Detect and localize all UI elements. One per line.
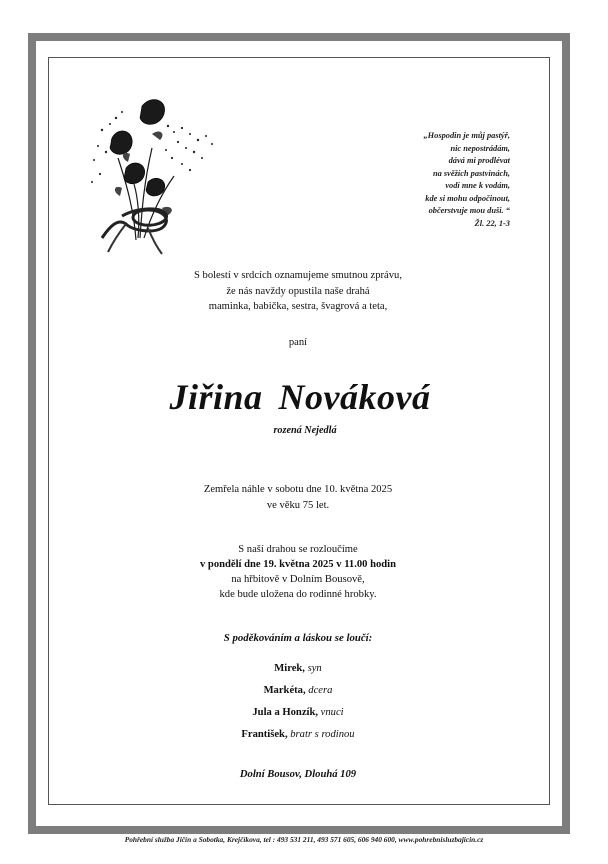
quote-line: dává mi prodlévat xyxy=(448,156,510,165)
psalm-quote xyxy=(370,130,510,230)
intro-line: maminka, babička, sestra, švagrová a teta, xyxy=(208,301,388,312)
thanks-heading: S poděkováním a láskou se loučí: xyxy=(223,632,373,644)
last-name: Nováková xyxy=(278,377,431,417)
list-item xyxy=(48,724,548,746)
family-address: Dolní Bousov, Dlouhá 109 xyxy=(239,769,357,780)
salutation: paní xyxy=(288,337,308,348)
quote-line: na svěžích pastvinách, xyxy=(432,168,510,178)
quote-line: „Hospodin je můj pastýř, xyxy=(423,131,510,140)
quote-line: kde si mohu odpočinout, xyxy=(425,193,510,203)
death-notice xyxy=(48,482,548,513)
quote-line: občerstvuje mou duši. “ xyxy=(428,206,510,215)
funeral-line: S naší drahou se rozloučíme xyxy=(238,544,358,555)
mourner-relation: dcera xyxy=(308,685,333,696)
funeral-datetime: v pondělí dne 19. května 2025 v 11.00 hodin xyxy=(199,559,397,570)
list-item xyxy=(48,658,548,680)
announcement-intro xyxy=(48,268,548,315)
funeral-info xyxy=(48,542,548,602)
funeral-service-footer: Pohřební služba Jičín a Sobotka, Krejčíkova, tel : 493 531 211, 493 571 605, 606 940 600, www.pohrebnisluzbajicin.cz xyxy=(124,835,484,844)
rose-bouquet-illustration xyxy=(82,88,222,258)
funeral-place: na hřbitově v Dolním Bousově, xyxy=(231,574,365,585)
list-item xyxy=(48,680,548,702)
mourner-relation: syn xyxy=(307,663,322,674)
mourner-name: Mirek, xyxy=(274,663,305,674)
mourners-list xyxy=(48,658,548,746)
mourner-name: František, xyxy=(241,729,288,740)
quote-reference: Žl. 22, 1-3 xyxy=(474,218,510,228)
maiden-name: rozená Nejedlá xyxy=(273,425,337,436)
intro-line: že nás navždy opustila naše drahá xyxy=(226,285,370,297)
funeral-line: kde bude uložena do rodinné hrobky. xyxy=(219,589,377,600)
mourner-name: Jula a Honzík, xyxy=(252,707,319,718)
quote-line: vodí mne k vodám, xyxy=(445,181,510,190)
list-item xyxy=(48,702,548,724)
deceased-name xyxy=(150,377,450,417)
death-line: Zemřela náhle v sobotu dne 10. května 2025 xyxy=(203,484,393,495)
intro-line: S bolestí v srdcích oznamujeme smutnou zprávu, xyxy=(193,270,402,281)
first-name: Jiřina xyxy=(169,377,263,417)
mourner-relation: bratr s rodinou xyxy=(290,729,355,740)
mourner-name: Markéta, xyxy=(263,685,306,696)
death-line: ve věku 75 let. xyxy=(266,499,330,511)
mourner-relation: vnuci xyxy=(320,707,344,718)
quote-line: nic nepostrádám, xyxy=(450,143,510,153)
